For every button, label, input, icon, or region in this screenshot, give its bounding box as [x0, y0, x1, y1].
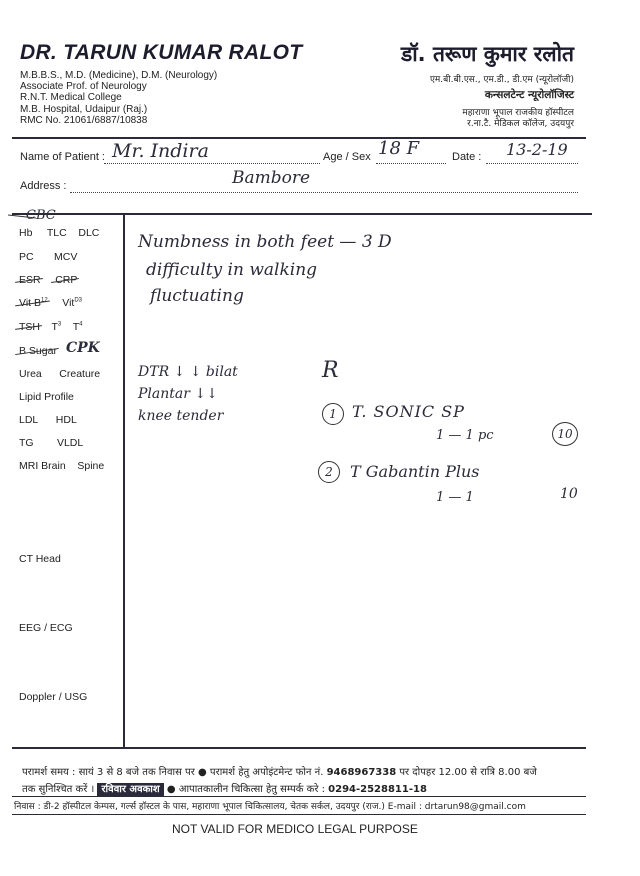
lab-hb: Hb — [19, 227, 33, 239]
credential-line: R.N.T. Medical College — [20, 92, 122, 104]
rx-1-count: 10 — [552, 422, 578, 446]
appointment-hours: पर दोपहर 12.00 से रात्रि 8.00 बजे — [399, 767, 537, 778]
legal-disclaimer: NOT VALID FOR MEDICO LEGAL PURPOSE — [172, 822, 418, 836]
patient-name-label: Name of Patient : — [20, 151, 105, 163]
lab-row-tsh — [19, 321, 83, 333]
cbc-handwritten: CBC — [26, 208, 56, 223]
lab-row-urea — [19, 368, 100, 380]
lab-row-tg — [19, 437, 83, 449]
lab-doppler-usg: Doppler / USG — [19, 691, 88, 703]
lab-vit-d-sup: D3 — [74, 297, 83, 304]
lab-vit-b12-sup: 12 — [40, 297, 48, 304]
lab-ldl: LDL — [19, 414, 39, 426]
address-line — [70, 191, 578, 193]
rx-2-number: 2 — [318, 461, 340, 483]
lab-spine: Spine — [77, 460, 105, 472]
email-address: drtarun98@gmail.com — [424, 802, 526, 812]
lab-t4 — [73, 321, 83, 333]
lab-vit-b12-label: Vit B — [19, 297, 41, 309]
cpk-handwritten: CPK — [66, 340, 100, 356]
address-value[interactable]: Bambore — [232, 168, 311, 188]
exam-line-2: Plantar ↓↓ — [138, 386, 218, 402]
rx-1-dose: 1 — 1 pc — [436, 428, 494, 443]
lab-pc: PC — [19, 251, 34, 263]
bullet-icon: ● — [166, 784, 176, 795]
degrees-hindi: एम.बी.बी.एस., एम.डी., डी.एम (न्यूरोलॉजी) — [429, 75, 574, 85]
lab-row-hb — [19, 227, 99, 239]
footer-divider — [12, 747, 586, 749]
lab-t4-label: T — [72, 321, 80, 333]
footer-inner-rule — [12, 796, 586, 797]
lab-row-pc — [19, 251, 77, 263]
lab-tsh: TSH — [19, 321, 40, 333]
patient-name-line — [104, 162, 320, 164]
rx-1-number: 1 — [322, 403, 344, 425]
lab-mri-brain: MRI Brain — [19, 460, 66, 472]
body-top-divider — [12, 213, 592, 215]
hospital-hindi-line: र.ना.टै. मेडिकल कॉलेज, उदयपुर — [467, 119, 574, 129]
footer-line-1 — [22, 764, 537, 778]
lab-row-mri — [19, 460, 104, 472]
lab-vit-d-label: Vit — [62, 297, 75, 309]
rx-symbol: R — [322, 358, 339, 383]
credential-line: M.B. Hospital, Udaipur (Raj.) — [20, 103, 148, 115]
lab-mcv: MCV — [54, 251, 78, 263]
header-divider — [12, 137, 586, 139]
lab-vldl: VLDL — [56, 437, 84, 449]
age-sex-label: Age / Sex — [323, 151, 371, 163]
date-label: Date : — [452, 151, 482, 163]
footer-line-2 — [22, 781, 427, 795]
footer-line-3 — [14, 799, 526, 812]
residence-address: निवास : डी-2 हॉस्पीटल केम्पस, गर्ल्स हॉस्टल के पास, महाराणा भूपाल चिकित्सालय, चेतक सर्कल, उदयपुर (राज.) E-mail : — [14, 802, 422, 812]
lab-t3-label: T — [51, 321, 58, 333]
appointment-text: परामर्श हेतु अपोइंटमेन्ट फोन नं. — [209, 767, 324, 778]
rx-2-drug: T Gabantin Plus — [350, 462, 480, 481]
date-value[interactable]: 13-2-19 — [506, 140, 568, 159]
sunday-holiday-badge: रविवार अवकाश — [97, 783, 163, 796]
lab-tg: TG — [19, 437, 34, 449]
lab-row-esr — [19, 274, 77, 286]
lab-lipid-profile: Lipid Profile — [19, 391, 74, 403]
consult-time: परामर्श समय : सायं 3 से 8 बजे तक निवास पर — [22, 767, 195, 778]
credential-line: RMC No. 21061/6887/10838 — [20, 114, 148, 126]
ensure-text: तक सुनिश्चित करें । — [22, 784, 95, 795]
lab-t3-sup: 3 — [57, 321, 62, 328]
lab-ct-head: CT Head — [19, 553, 61, 565]
rx-2-count: 10 — [560, 486, 578, 502]
lab-creature: Creature — [59, 368, 101, 380]
hospital-hindi — [380, 108, 574, 130]
doctor-name-hindi: डॉ. तरूण कुमार रलोत — [400, 42, 574, 66]
appointment-phone: 9468967338 — [326, 767, 397, 778]
patient-name-value[interactable]: Mr. Indira — [112, 140, 209, 162]
lab-dlc: DLC — [78, 227, 100, 239]
age-sex-value[interactable]: 18 F — [378, 138, 420, 159]
role-hindi: कन्सलटेन्ट न्यूरोलॉजिस्ट — [484, 89, 574, 101]
complaint-line-1: Numbness in both feet — 3 D — [138, 232, 392, 252]
lab-vit-d — [62, 297, 82, 309]
lab-crp: CRP — [55, 274, 78, 286]
emergency-phone: 0294-2528811-18 — [328, 784, 427, 795]
lab-row-vit — [19, 297, 82, 309]
address-label: Address : — [20, 180, 67, 192]
exam-line-1: DTR ↓ ↓ bilat — [138, 364, 238, 380]
doctor-credentials — [20, 70, 217, 126]
lab-urea: Urea — [19, 368, 42, 380]
emergency-text: आपातकालीन चिकित्सा हेतु सम्पर्क करे : — [178, 784, 325, 795]
bullet-icon: ● — [198, 767, 207, 778]
credential-line: M.B.B.S., M.D. (Medicine), D.M. (Neurology) — [20, 70, 218, 81]
exam-line-3: knee tender — [138, 408, 224, 424]
lab-vit-b12 — [19, 297, 48, 309]
doctor-name: DR. TARUN KUMAR RALOT — [20, 41, 303, 64]
lab-hdl: HDL — [55, 414, 77, 426]
complaint-line-3: fluctuating — [150, 286, 244, 306]
complaint-line-2: difficulty in walking — [146, 260, 318, 280]
lab-row-sugar — [19, 345, 57, 357]
rx-2-dose: 1 — 1 — [436, 490, 474, 505]
lab-t3 — [51, 321, 61, 333]
rx-1-drug: T. SONIC SP — [352, 402, 465, 421]
lab-tlc: TLC — [46, 227, 67, 239]
lab-esr: ESR — [19, 274, 41, 286]
footer-bottom-rule — [12, 814, 586, 815]
credential-line: Associate Prof. of Neurology — [20, 81, 147, 93]
sidebar-divider — [123, 214, 125, 747]
lab-eeg-ecg: EEG / ECG — [19, 622, 73, 634]
date-line — [486, 162, 578, 164]
lab-b-sugar: B Sugar — [19, 345, 57, 357]
age-sex-line — [376, 162, 446, 164]
lab-t4-sup: 4 — [79, 321, 83, 328]
hospital-hindi-line: महाराणा भूपाल राजकीय हॉस्पीटल — [462, 108, 574, 118]
lab-row-ldl — [19, 414, 77, 426]
